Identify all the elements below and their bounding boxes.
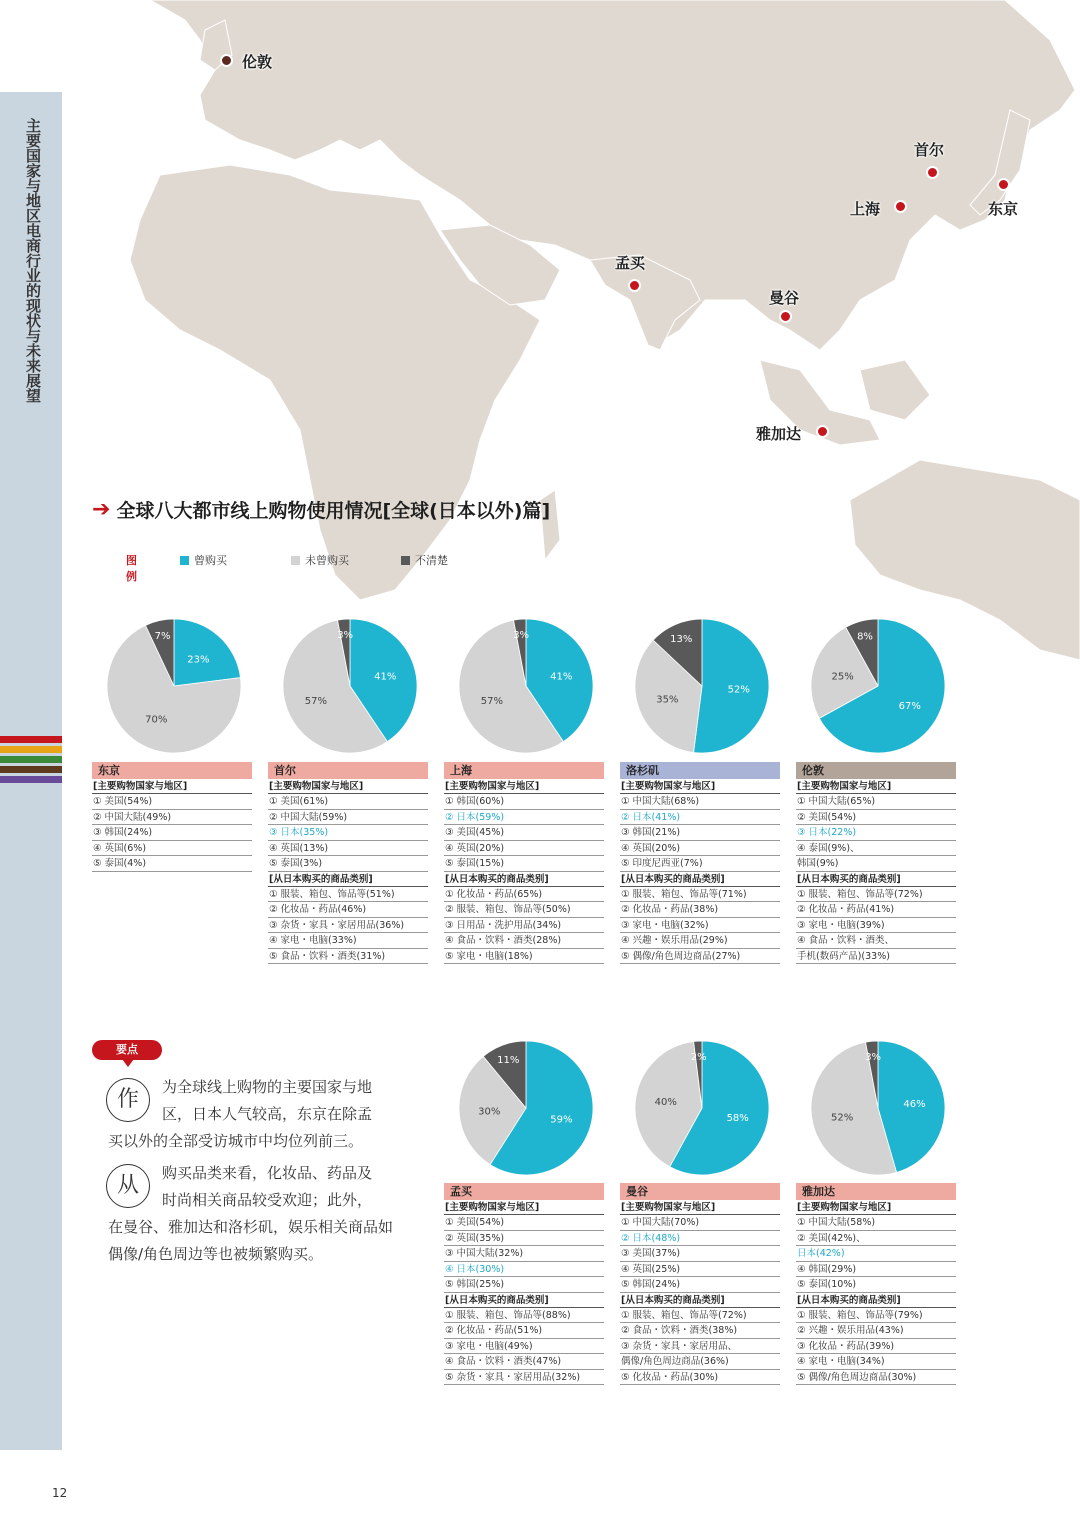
products-section-title: [从日本购买的商品类别] [796, 1293, 956, 1308]
country-row: ④ 韩国(29%) [796, 1262, 956, 1278]
product-row: ⑤ 家电・电脑(18%) [444, 949, 604, 965]
country-row: ⑤ 泰国(4%) [92, 856, 252, 872]
pie-chart [808, 616, 948, 756]
country-row: ⑤ 泰国(3%) [268, 856, 428, 872]
country-row: ② 日本(59%) [444, 810, 604, 826]
pie-data-label: 3% [337, 629, 354, 641]
point-2-line-1: 购买品类来看，化妆品、药品及 [162, 1164, 373, 1182]
product-row: ⑤ 食品・饮料・酒类(31%) [268, 949, 428, 965]
country-row: ① 中国大陆(58%) [796, 1215, 956, 1231]
city-card-title: 伦敦 [796, 762, 956, 779]
country-row: ② 美国(54%) [796, 810, 956, 826]
chart-title [92, 496, 550, 523]
pie-slice [174, 619, 240, 686]
city-card-title: 首尔 [268, 762, 428, 779]
city-label-bangkok: 曼谷 [769, 289, 800, 307]
city-dot-shanghai [894, 200, 907, 213]
products-section-title: [从日本购买的商品类别] [444, 872, 604, 887]
legend-label: 曾购买 [194, 554, 227, 567]
product-row: ① 服装、箱包、饰品等(72%) [796, 887, 956, 903]
city-card [92, 762, 252, 872]
product-row: ① 化妆品・药品(65%) [444, 887, 604, 903]
legend-title: 图例 [126, 554, 137, 583]
stripe [0, 746, 62, 753]
product-row: ④ 食品・饮料・酒类(28%) [444, 933, 604, 949]
product-row: 手机(数码产品)(33%) [796, 949, 956, 965]
country-row: ③ 日本(22%) [796, 825, 956, 841]
city-dot-jakarta [816, 425, 829, 438]
product-row: ② 服装、箱包、饰品等(50%) [444, 902, 604, 918]
country-row: ② 中国大陆(49%) [92, 810, 252, 826]
country-row: ① 美国(54%) [92, 794, 252, 810]
countries-section-title: [主要购物国家与地区] [92, 779, 252, 794]
pie-chart [456, 1038, 596, 1178]
pie-chart [104, 616, 244, 756]
country-row: ⑤ 印度尼西亚(7%) [620, 856, 780, 872]
country-row: ④ 日本(30%) [444, 1262, 604, 1278]
pie-chart [456, 616, 596, 756]
product-row: ④ 家电・电脑(34%) [796, 1354, 956, 1370]
products-section-title: [从日本购买的商品类别] [796, 872, 956, 887]
country-row: ② 英国(35%) [444, 1231, 604, 1247]
pie-data-label: 2% [690, 1051, 707, 1063]
pie-data-label: 41% [374, 671, 397, 683]
pie-data-label: 52% [831, 1112, 854, 1124]
product-row: ⑤ 偶像/角色周边商品(27%) [620, 949, 780, 965]
city-card [620, 1183, 780, 1385]
city-card-title: 上海 [444, 762, 604, 779]
countries-section-title: [主要购物国家与地区] [796, 1200, 956, 1215]
products-section-title: [从日本购买的商品类别] [444, 1293, 604, 1308]
stripe [0, 736, 62, 743]
pie-data-label: 58% [726, 1113, 749, 1125]
stripe [0, 776, 62, 783]
country-row: ① 美国(61%) [268, 794, 428, 810]
city-card-title: 曼谷 [620, 1183, 780, 1200]
chart-title-text: 全球八大都市线上购物使用情况[全球(日本以外)篇] [116, 500, 551, 522]
products-section-title: [从日本购买的商品类别] [268, 872, 428, 887]
legend-swatch [180, 556, 189, 565]
city-dot-tokyo [997, 178, 1010, 191]
product-row: ② 化妆品・药品(51%) [444, 1323, 604, 1339]
point-2-rest: 在曼谷、雅加达和洛杉矶，娱乐相关商品如偶像/角色周边等也被频繁购买。 [108, 1218, 394, 1263]
product-row: ③ 家电・电脑(39%) [796, 918, 956, 934]
country-row: ① 中国大陆(70%) [620, 1215, 780, 1231]
pie-data-label: 8% [857, 631, 873, 643]
city-card-title: 东京 [92, 762, 252, 779]
pie-data-label: 59% [550, 1114, 573, 1126]
city-card [620, 762, 780, 964]
product-row: ③ 杂货・家具・家居用品(36%) [268, 918, 428, 934]
product-row: ④ 食品・饮料・酒类、 [796, 933, 956, 949]
point-1-line-2: 区，日本人气较高，东京在除孟 [162, 1105, 373, 1123]
points-badge: 要点 [92, 1040, 162, 1060]
city-dot-london [220, 54, 233, 67]
country-row: ④ 泰国(9%)、 [796, 841, 956, 857]
page-number: 12 [52, 1486, 68, 1500]
countries-section-title: [主要购物国家与地区] [268, 779, 428, 794]
pie-data-label: 57% [304, 695, 328, 707]
country-row: ③ 美国(45%) [444, 825, 604, 841]
country-row: ② 日本(48%) [620, 1231, 780, 1247]
point-initial-2: 从 [106, 1164, 150, 1208]
country-row: ⑤ 泰国(15%) [444, 856, 604, 872]
country-row: ③ 韩国(21%) [620, 825, 780, 841]
product-row: ⑤ 化妆品・药品(30%) [620, 1370, 780, 1386]
product-row: ③ 家电・电脑(49%) [444, 1339, 604, 1355]
country-row: ⑤ 泰国(10%) [796, 1277, 956, 1293]
product-row: ③ 杂货・家具・家居用品、 [620, 1339, 780, 1355]
sidebar-stripes [0, 736, 62, 786]
country-row: ③ 美国(37%) [620, 1246, 780, 1262]
stripe [0, 766, 62, 773]
product-row: ① 服装、箱包、饰品等(71%) [620, 887, 780, 903]
city-dot-mumbai [628, 279, 641, 292]
pie-data-label: 57% [480, 695, 504, 707]
point-1-line-1: 为全球线上购物的主要国家与地 [162, 1078, 373, 1096]
country-row: ① 韩国(60%) [444, 794, 604, 810]
pie-data-label: 70% [145, 714, 168, 726]
country-row: ④ 英国(20%) [444, 841, 604, 857]
country-row: ① 美国(54%) [444, 1215, 604, 1231]
country-row: ③ 中国大陆(32%) [444, 1246, 604, 1262]
point-1-rest: 买以外的全部受访城市中均位列前三。 [108, 1132, 364, 1150]
stripe [0, 756, 62, 763]
product-row: ① 服装、箱包、饰品等(51%) [268, 887, 428, 903]
pie-data-label: 25% [831, 671, 854, 683]
legend-swatch [291, 556, 300, 565]
product-row: ② 化妆品・药品(46%) [268, 902, 428, 918]
countries-section-title: [主要购物国家与地区] [444, 779, 604, 794]
product-row: ① 服装、箱包、饰品等(88%) [444, 1308, 604, 1324]
country-row: 日本(42%) [796, 1246, 956, 1262]
product-row: ③ 日用品・洗护用品(34%) [444, 918, 604, 934]
pie-chart [280, 616, 420, 756]
pie-data-label: 67% [898, 700, 921, 712]
arrow-right-icon: ➔ [92, 497, 111, 522]
city-label-mumbai: 孟买 [615, 254, 646, 272]
pie-data-label: 35% [656, 694, 679, 706]
country-row: ① 中国大陆(65%) [796, 794, 956, 810]
city-label-jakarta: 雅加达 [756, 425, 802, 443]
city-card [444, 1183, 604, 1385]
legend-item-bought [180, 552, 227, 568]
country-row: ④ 英国(20%) [620, 841, 780, 857]
country-row: ② 日本(41%) [620, 810, 780, 826]
point-2-line-2: 时尚相关商品较受欢迎；此外， [162, 1191, 373, 1209]
product-row: ② 食品・饮料・酒类(38%) [620, 1323, 780, 1339]
city-card [796, 1183, 956, 1385]
product-row: 偶像/角色周边商品(36%) [620, 1354, 780, 1370]
countries-section-title: [主要购物国家与地区] [620, 1200, 780, 1215]
product-row: ② 化妆品・药品(38%) [620, 902, 780, 918]
product-row: ② 兴趣・娱乐用品(43%) [796, 1323, 956, 1339]
pie-data-label: 3% [865, 1051, 882, 1063]
country-row: ① 中国大陆(68%) [620, 794, 780, 810]
product-row: ⑤ 偶像/角色周边商品(30%) [796, 1370, 956, 1386]
city-label-london: 伦敦 [242, 53, 273, 71]
country-row: ⑤ 韩国(25%) [444, 1277, 604, 1293]
city-dot-seoul [926, 166, 939, 179]
country-row: ③ 韩国(24%) [92, 825, 252, 841]
pie-data-label: 30% [478, 1106, 501, 1118]
pie-chart [808, 1038, 948, 1178]
pie-chart [632, 616, 772, 756]
country-row: ④ 英国(6%) [92, 841, 252, 857]
products-section-title: [从日本购买的商品类别] [620, 1293, 780, 1308]
product-row: ③ 化妆品・药品(39%) [796, 1339, 956, 1355]
pie-data-label: 7% [154, 630, 171, 642]
legend-item-unknown [401, 552, 448, 568]
countries-section-title: [主要购物国家与地区] [444, 1200, 604, 1215]
legend-label: 未曾购买 [305, 554, 349, 567]
pie-data-label: 52% [727, 684, 750, 696]
city-label-seoul: 首尔 [914, 141, 945, 159]
pie-data-label: 13% [670, 634, 693, 646]
product-row: ④ 兴趣・娱乐用品(29%) [620, 933, 780, 949]
product-row: ① 服装、箱包、饰品等(72%) [620, 1308, 780, 1324]
sidebar-title: 主要国家与地区电商行业的现状与未来展望 [24, 118, 42, 403]
city-card [796, 762, 956, 964]
country-row: 韩国(9%) [796, 856, 956, 872]
countries-section-title: [主要购物国家与地区] [620, 779, 780, 794]
country-row: ② 中国大陆(59%) [268, 810, 428, 826]
product-row: ④ 食品・饮料・酒类(47%) [444, 1354, 604, 1370]
point-paragraph-1 [108, 1074, 398, 1155]
city-label-tokyo: 东京 [988, 200, 1019, 218]
pie-data-label: 23% [187, 654, 210, 666]
city-card [444, 762, 604, 964]
country-row: ④ 英国(25%) [620, 1262, 780, 1278]
world-map [0, 0, 1080, 683]
product-row: ⑤ 杂货・家具・家居用品(32%) [444, 1370, 604, 1386]
legend-item-not-bought [291, 552, 349, 568]
city-card-title: 洛杉矶 [620, 762, 780, 779]
pie-chart [632, 1038, 772, 1178]
pie-data-label: 3% [513, 629, 530, 641]
product-row: ② 化妆品・药品(41%) [796, 902, 956, 918]
point-paragraph-2 [108, 1160, 398, 1268]
city-label-shanghai: 上海 [850, 200, 881, 218]
pie-data-label: 11% [497, 1054, 520, 1066]
country-row: ② 美国(42%)、 [796, 1231, 956, 1247]
product-row: ④ 家电・电脑(33%) [268, 933, 428, 949]
countries-section-title: [主要购物国家与地区] [796, 779, 956, 794]
city-card-title: 孟买 [444, 1183, 604, 1200]
pie-data-label: 40% [654, 1097, 677, 1109]
legend-label: 不清楚 [415, 554, 448, 567]
legend-swatch [401, 556, 410, 565]
products-section-title: [从日本购买的商品类别] [620, 872, 780, 887]
city-card-title: 雅加达 [796, 1183, 956, 1200]
point-initial-1: 作 [106, 1078, 150, 1122]
city-card [268, 762, 428, 964]
city-dot-bangkok [779, 310, 792, 323]
country-row: ⑤ 韩国(24%) [620, 1277, 780, 1293]
country-row: ③ 日本(35%) [268, 825, 428, 841]
product-row: ① 服装、箱包、饰品等(79%) [796, 1308, 956, 1324]
country-row: ④ 英国(13%) [268, 841, 428, 857]
product-row: ③ 家电・电脑(32%) [620, 918, 780, 934]
pie-data-label: 41% [550, 671, 573, 683]
pie-data-label: 46% [903, 1098, 926, 1110]
